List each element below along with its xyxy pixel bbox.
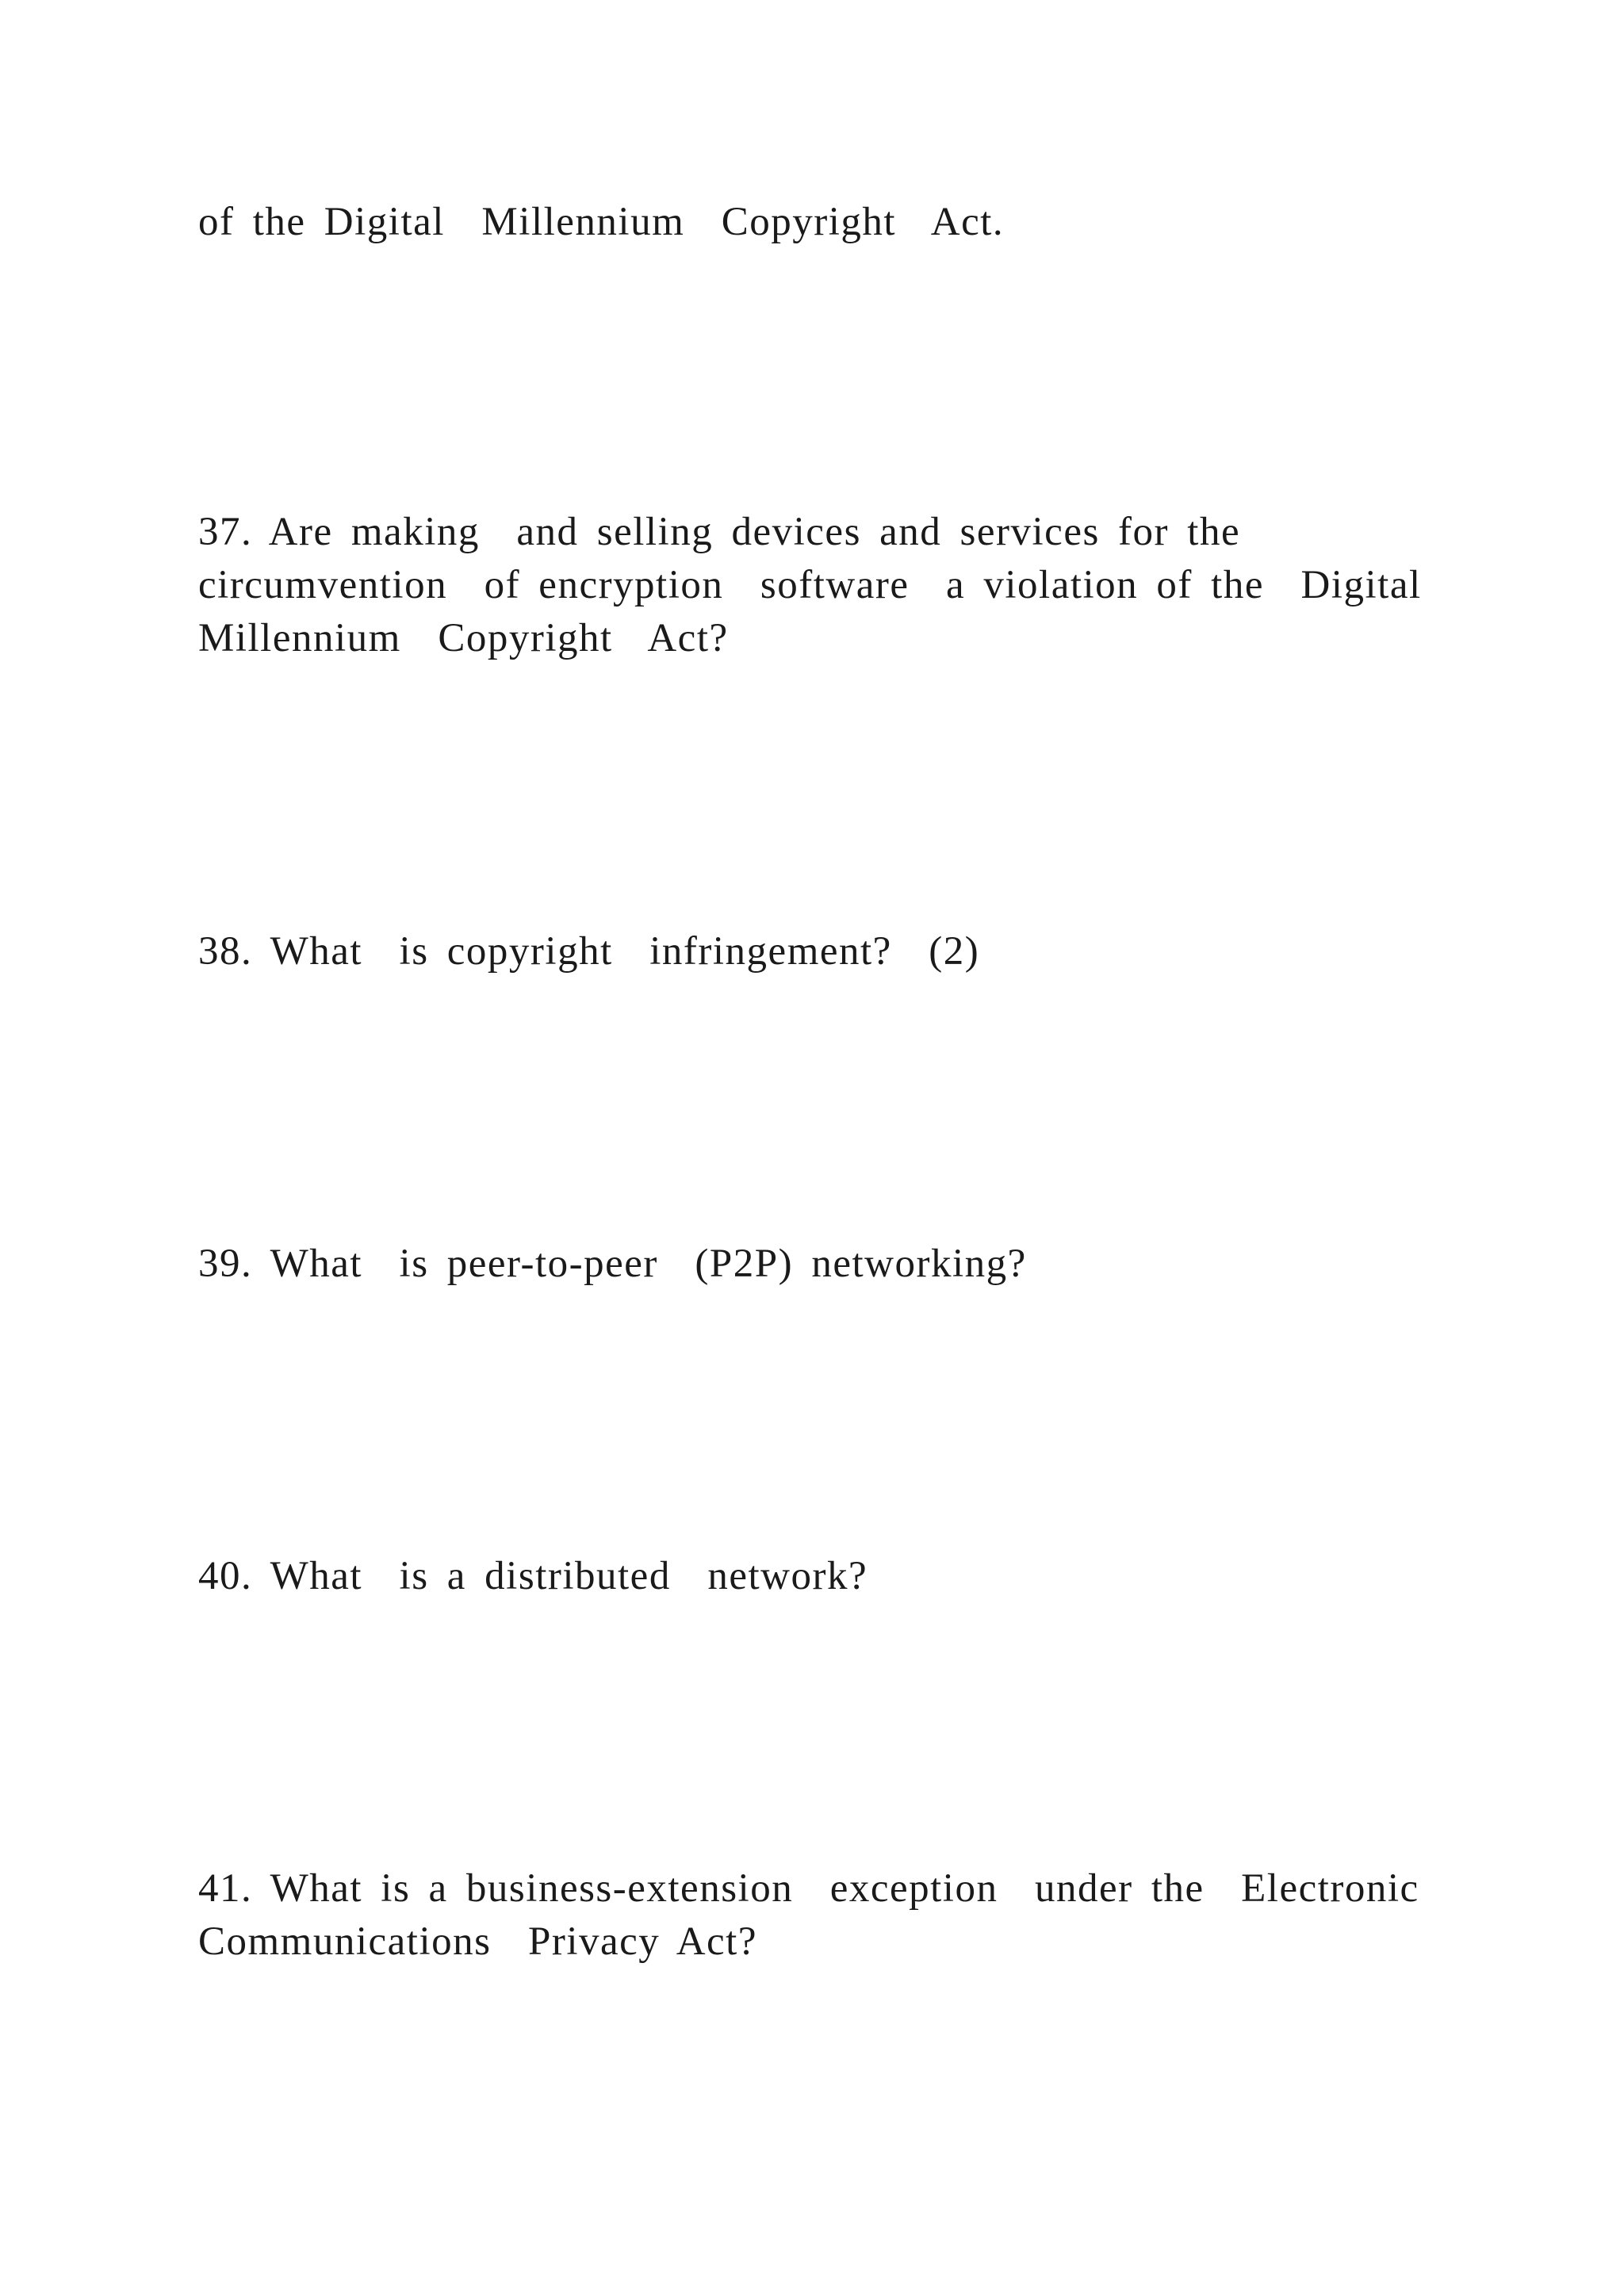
text-line: 38. What is copyright infringement? (2) [198,929,980,974]
question-40 [198,1550,868,1603]
question-37 [198,506,1422,665]
question-38 [198,925,979,978]
text-line: circumvention of encryption software a violation of the Digital [198,563,1422,607]
question-39 [198,1238,1027,1291]
question-41 [198,1862,1419,1969]
text-line: 40. What is a distributed network? [198,1554,868,1598]
continued-text [198,196,1004,249]
text-line: Communications Privacy Act? [198,1919,757,1964]
text-line: 39. What is peer-to-peer (P2P) networking? [198,1242,1027,1286]
text-line: Millennium Copyright Act? [198,616,729,660]
text-line: 41. What is a business-extension exception under the Electronic [198,1866,1419,1911]
text-line: 37. Are making and selling devices and services for the [198,510,1241,554]
text-line: of the Digital Millennium Copyright Act. [198,200,1005,244]
